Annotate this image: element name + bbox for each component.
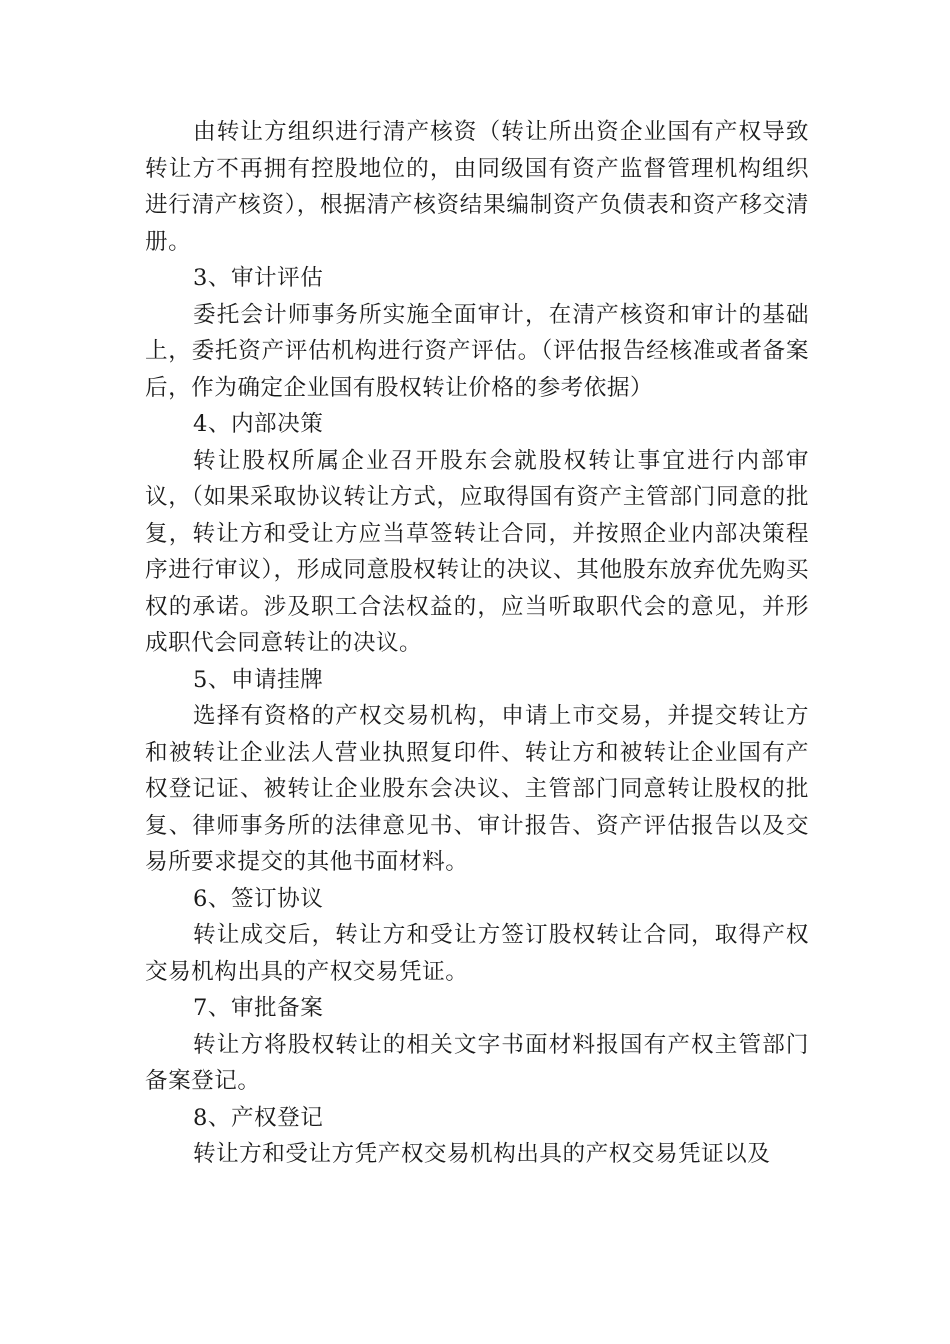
paragraph-property-registration: 转让方和受让方凭产权交易机构出具的产权交易凭证以及 [193,1141,771,1167]
heading-apply-listing: 5、申请挂牌 [193,666,324,693]
paragraph-internal-decision: 转让股权所属企业召开股东会就股权转让事宜进行内部审议，（如果采取协议转让方式，应取得国有资产主管部门同意的批复，转让方和受让方应当草签转让合同，并按照企业内部决策程序进行审议），形成同意股权转让的决议、其他股东放弃优先购买权的承诺。涉及职工合法权益的，应当听取职代会的意见，并形成职代会同意转让的决议。 [145,447,809,656]
paragraph-approval-filing: 转让方将股权转让的相关文字书面材料报国有产权主管部门备案登记。 [145,1031,809,1094]
paragraph-apply-listing: 选择有资格的产权交易机构，申请上市交易，并提交转让方和被转让企业法人营业执照复印件、转让方和被转让企业国有产权登记证、被转让企业股东会决议、主管部门同意转让股权的批复、律师事务所的法律意见书、审计报告、资产评估报告以及交易所要求提交的其他书面材料。 [145,703,809,875]
paragraph-asset-verification: 由转让方组织进行清产核资（转让所出资企业国有产权导致转让方不再拥有控股地位的，由同级国有资产监督管理机构组织进行清产核资），根据清产核资结果编制资产负债表和资产移交清册。 [145,119,809,255]
heading-audit-evaluation: 3、审计评估 [193,265,324,291]
heading-property-registration: 8、产权登记 [193,1104,324,1131]
document-page [145,114,809,1173]
heading-internal-decision: 4、内部决策 [193,411,324,437]
paragraph-audit-evaluation: 委托会计师事务所实施全面审计，在清产核资和审计的基础上，委托资产评估机构进行资产评估。（评估报告经核准或者备案后，作为确定企业国有股权转让价格的参考依据） [145,301,809,401]
heading-sign-agreement: 6、签订协议 [193,885,324,912]
heading-approval-filing: 7、审批备案 [193,995,324,1021]
paragraph-sign-agreement: 转让成交后，转让方和受让方签订股权转让合同，取得产权交易机构出具的产权交易凭证。 [145,922,809,985]
